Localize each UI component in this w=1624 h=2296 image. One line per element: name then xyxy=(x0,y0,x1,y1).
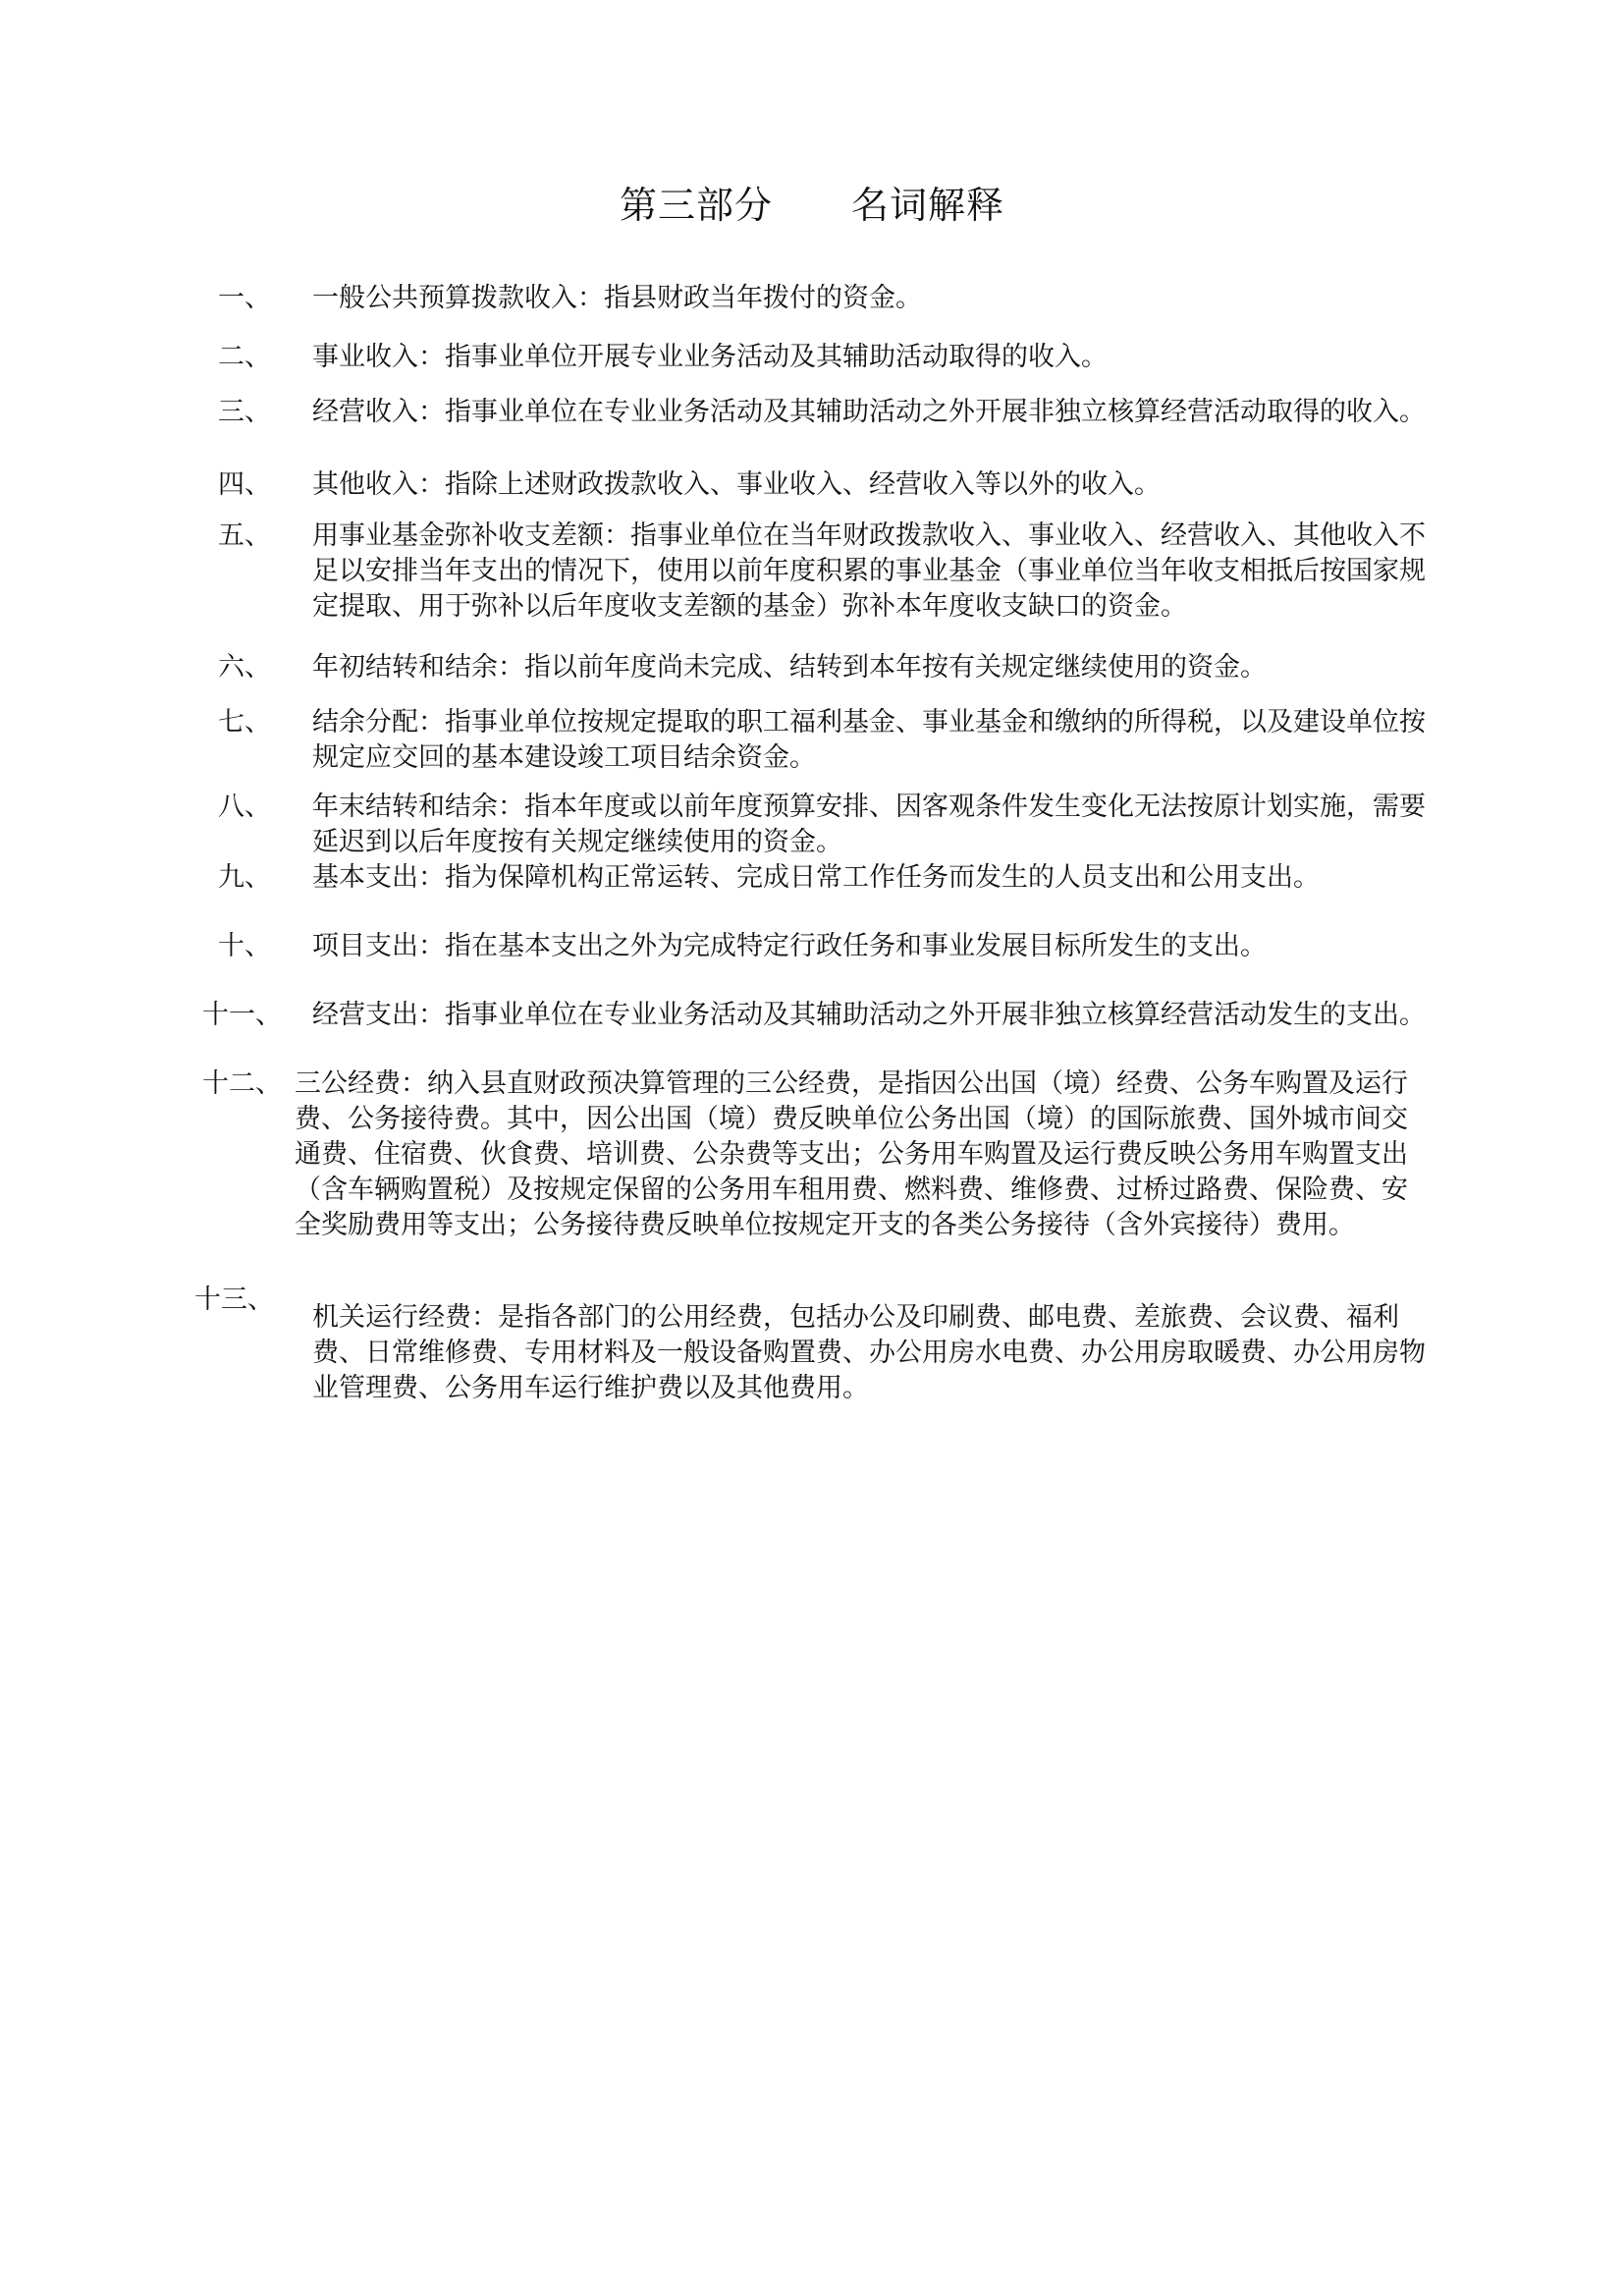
term-definition: 年初结转和结余：指以前年度尚未完成、结转到本年按有关规定继续使用的资金。 xyxy=(312,652,1267,683)
term-number: 三、 xyxy=(218,397,271,427)
term-definition: 基本支出：指为保障机构正常运转、完成日常工作任务而发生的人员支出和公用支出。 xyxy=(312,862,1320,893)
term-definition: 事业收入：指事业单位开展专业业务活动及其辅助活动取得的收入。 xyxy=(312,342,1108,372)
title-name: 名词解释 xyxy=(851,184,1005,227)
term-definition: 经营支出：指事业单位在专业业务活动及其辅助活动之外开展非独立核算经营活动发生的支出。 xyxy=(312,1000,1426,1030)
term-definition: 结余分配：指事业单位按规定提取的职工福利基金、事业基金和缴纳的所得税，以及建设单位按规定应交回的基本建设竣工项目结余资金。 xyxy=(312,707,1426,773)
term-definition: 其他收入：指除上述财政拨款收入、事业收入、经营收入等以外的收入。 xyxy=(312,469,1161,500)
page-title xyxy=(0,175,1624,229)
term-number: 九、 xyxy=(218,862,271,893)
term-number: 二、 xyxy=(218,342,271,372)
term-definition: 一般公共预算拨款收入：指县财政当年拨付的资金。 xyxy=(312,283,922,313)
term-definition: 机关运行经费：是指各部门的公用经费，包括办公及印刷费、邮电费、差旅费、会议费、福利费、日常维修费、专用材料及一般设备购置费、办公用房水电费、办公用房取暖费、办公用房物业管理费、公务用车运行维护费以及其他费用。 xyxy=(312,1302,1426,1403)
term-number: 八、 xyxy=(218,792,271,822)
term-number: 十、 xyxy=(218,931,271,961)
term-definition: 经营收入：指事业单位在专业业务活动及其辅助活动之外开展非独立核算经营活动取得的收入。 xyxy=(312,397,1426,427)
term-number: 十二、 xyxy=(202,1068,282,1099)
title-part: 第三部分 xyxy=(619,184,773,227)
term-definition: 用事业基金弥补收支差额：指事业单位在当年财政拨款收入、事业收入、经营收入、其他收入不足以安排当年支出的情况下，使用以前年度积累的事业基金（事业单位当年收支相抵后按国家规定提取、用于弥补以后年度收支差额的基金）弥补本年度收支缺口的资金。 xyxy=(312,520,1426,622)
term-number: 十一、 xyxy=(202,1000,282,1030)
term-number: 一、 xyxy=(218,283,271,313)
term-number: 七、 xyxy=(218,707,271,738)
term-definition: 项目支出：指在基本支出之外为完成特定行政任务和事业发展目标所发生的支出。 xyxy=(312,931,1267,961)
term-definition: 年末结转和结余：指本年度或以前年度预算安排、因客观条件发生变化无法按原计划实施，需要延迟到以后年度按有关规定继续使用的资金。 xyxy=(312,792,1426,857)
term-number: 六、 xyxy=(218,652,271,683)
term-number: 四、 xyxy=(218,469,271,500)
term-number: 五、 xyxy=(218,520,271,551)
term-definition: 三公经费：纳入县直财政预决算管理的三公经费，是指因公出国（境）经费、公务车购置及运行费、公务接待费。其中，因公出国（境）费反映单位公务出国（境）的国际旅费、国外城市间交通费、住宿费、伙食费、培训费、公杂费等支出；公务用车购置及运行费反映公务用车购置支出（含车辆购置税）及按规定保留的公务用车租用费、燃料费、维修费、过桥过路费、保险费、安全奖励费用等支出；公务接待费反映单位按规定开支的各类公务接待（含外宾接待）费用。 xyxy=(295,1068,1408,1240)
term-number: 十三、 xyxy=(194,1285,274,1315)
